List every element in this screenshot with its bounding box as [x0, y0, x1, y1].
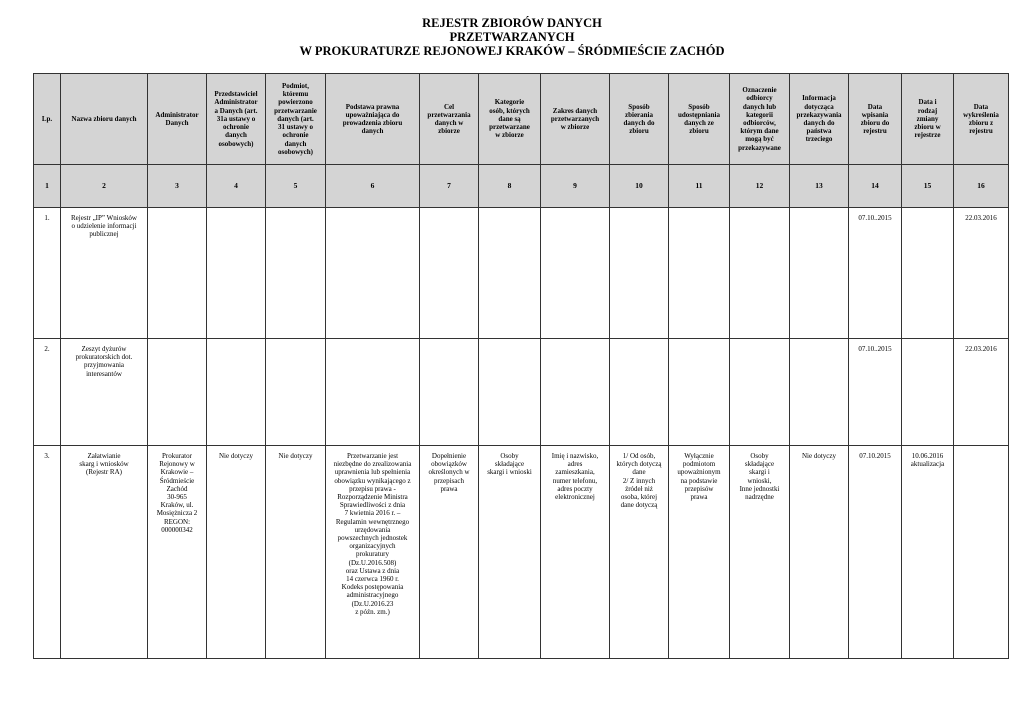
- header-cell: Nazwa zbioru danych: [61, 74, 148, 165]
- cell-representative: [207, 339, 266, 446]
- cell-entry-date: 07.10.2015: [849, 446, 902, 659]
- header-cell: Sposób zbierania danych do zbioru: [610, 74, 669, 165]
- cell-purpose: Dopełnienie obowiązków określonych w przepisach prawa: [420, 446, 479, 659]
- table-row: [34, 339, 1009, 446]
- title-line-3: W PROKURATURZE REJONOWEJ KRAKÓW – ŚRÓDMIEŚCIE ZACHÓD: [299, 44, 725, 58]
- cell-data-scope: [541, 339, 610, 446]
- cell-processor: Nie dotyczy: [266, 446, 326, 659]
- cell-lp: 1.: [34, 208, 61, 339]
- cell-processor: [266, 208, 326, 339]
- header-cell: Data wykreślenia zbioru z rejestru: [954, 74, 1009, 165]
- document-title: [0, 16, 1024, 58]
- title-line-2: PRZETWARZANYCH: [449, 30, 575, 44]
- table-header-row: [34, 74, 1009, 165]
- cell-deletion-date: [954, 446, 1009, 659]
- column-number: 15: [902, 165, 954, 208]
- register-table: [33, 73, 1009, 659]
- cell-third-country: [790, 208, 849, 339]
- cell-change: [902, 339, 954, 446]
- cell-change: 10.06.2016 aktualizacja: [902, 446, 954, 659]
- header-cell: Administrator Danych: [148, 74, 207, 165]
- header-cell: Data wpisania zbioru do rejestru: [849, 74, 902, 165]
- cell-recipients: [730, 339, 790, 446]
- cell-collection-method: [610, 339, 669, 446]
- cell-sharing-method: [669, 208, 730, 339]
- cell-data-scope: [541, 208, 610, 339]
- cell-legal-basis: [326, 208, 420, 339]
- table-row: [34, 446, 1009, 659]
- column-number: 6: [326, 165, 420, 208]
- header-cell: Zakres danych przetwarzanych w zbiorze: [541, 74, 610, 165]
- cell-categories: Osoby składające skargi i wnioski: [479, 446, 541, 659]
- cell-sharing-method: [669, 339, 730, 446]
- column-number: 9: [541, 165, 610, 208]
- header-cell: Podmiot, któremu powierzono przetwarzanie danych (art. 31 ustawy o ochronie danych osobowych): [266, 74, 326, 165]
- column-number: 13: [790, 165, 849, 208]
- header-cell: Sposób udostępniania danych ze zbioru: [669, 74, 730, 165]
- cell-data-scope: Imię i nazwisko, adres zamieszkania, numer telefonu, adres poczty elektronicznej: [541, 446, 610, 659]
- cell-collection-name: Zeszyt dyżurów prokuratorskich dot. przyjmowania interesantów: [61, 339, 148, 446]
- cell-third-country: Nie dotyczy: [790, 446, 849, 659]
- cell-collection-name: Rejestr „IP” Wniosków o udzielenie informacji publicznej: [61, 208, 148, 339]
- cell-administrator: Prokurator Rejonowy w Krakowie – Śródmieście Zachód 30-965 Kraków, ul. Mosiężnicza 2 REGON: 000000342: [148, 446, 207, 659]
- header-cell: Przedstawiciel Administrator a Danych (art. 31a ustawy o ochronie danych osobowych): [207, 74, 266, 165]
- header-cell: Lp.: [34, 74, 61, 165]
- cell-collection-method: 1/ Od osób, których dotyczą dane 2/ Z innych źródeł niż osoba, której dane dotyczą: [610, 446, 669, 659]
- column-number: 5: [266, 165, 326, 208]
- cell-deletion-date: 22.03.2016: [954, 339, 1009, 446]
- column-number: 3: [148, 165, 207, 208]
- cell-legal-basis: Przetwarzanie jest niezbędne do zrealizowania uprawnienia lub spełnienia obowiązku wynikającego z przepisu prawa - Rozporządzenie Ministra Sprawiedliwości z dnia 7 kwietnia 2016 r. – Regulamin wewnętrznego urzędowania powszechnych jednostek organizacyjnych prokuratury (Dz.U.2016.508) oraz Ustawa z dnia 14 czerwca 1960 r. Kodeks postępowania administracyjnego (Dz.U.2016.23 z późn. zm.): [326, 446, 420, 659]
- cell-lp: 3.: [34, 446, 61, 659]
- cell-deletion-date: 22.03.2016: [954, 208, 1009, 339]
- cell-change: [902, 208, 954, 339]
- cell-entry-date: 07.10..2015: [849, 339, 902, 446]
- cell-processor: [266, 339, 326, 446]
- column-number: 12: [730, 165, 790, 208]
- cell-recipients: Osoby składające skargi i wnioski, Inne jednostki nadrzędne: [730, 446, 790, 659]
- header-cell: Oznaczenie odbiorcy danych lub kategorii odbiorców, którym dane mogą być przekazywane: [730, 74, 790, 165]
- cell-entry-date: 07.10..2015: [849, 208, 902, 339]
- column-number: 11: [669, 165, 730, 208]
- cell-legal-basis: [326, 339, 420, 446]
- cell-administrator: [148, 208, 207, 339]
- column-number: 1: [34, 165, 61, 208]
- column-number: 4: [207, 165, 266, 208]
- column-number: 7: [420, 165, 479, 208]
- column-number: 14: [849, 165, 902, 208]
- column-number: 8: [479, 165, 541, 208]
- column-number: 10: [610, 165, 669, 208]
- cell-categories: [479, 208, 541, 339]
- cell-representative: [207, 208, 266, 339]
- cell-lp: 2.: [34, 339, 61, 446]
- header-cell: Data i rodzaj zmiany zbioru w rejestrze: [902, 74, 954, 165]
- cell-representative: Nie dotyczy: [207, 446, 266, 659]
- cell-sharing-method: Wyłącznie podmiotom upoważnionym na podstawie przepisów prawa: [669, 446, 730, 659]
- cell-categories: [479, 339, 541, 446]
- cell-third-country: [790, 339, 849, 446]
- header-cell: Kategorie osób, których dane są przetwarzane w zbiorze: [479, 74, 541, 165]
- cell-collection-method: [610, 208, 669, 339]
- cell-recipients: [730, 208, 790, 339]
- header-cell: Cel przetwarzania danych w zbiorze: [420, 74, 479, 165]
- header-cell: Podstawa prawna upoważniająca do prowadzenia zbioru danych: [326, 74, 420, 165]
- cell-administrator: [148, 339, 207, 446]
- column-number: 2: [61, 165, 148, 208]
- column-number-row: [34, 165, 1009, 208]
- title-line-1: REJESTR ZBIORÓW DANYCH: [422, 16, 602, 30]
- table-row: [34, 208, 1009, 339]
- cell-collection-name: Załatwianie skarg i wniosków (Rejestr RA): [61, 446, 148, 659]
- header-cell: Informacja dotycząca przekazywania danych do państwa trzeciego: [790, 74, 849, 165]
- column-number: 16: [954, 165, 1009, 208]
- cell-purpose: [420, 208, 479, 339]
- cell-purpose: [420, 339, 479, 446]
